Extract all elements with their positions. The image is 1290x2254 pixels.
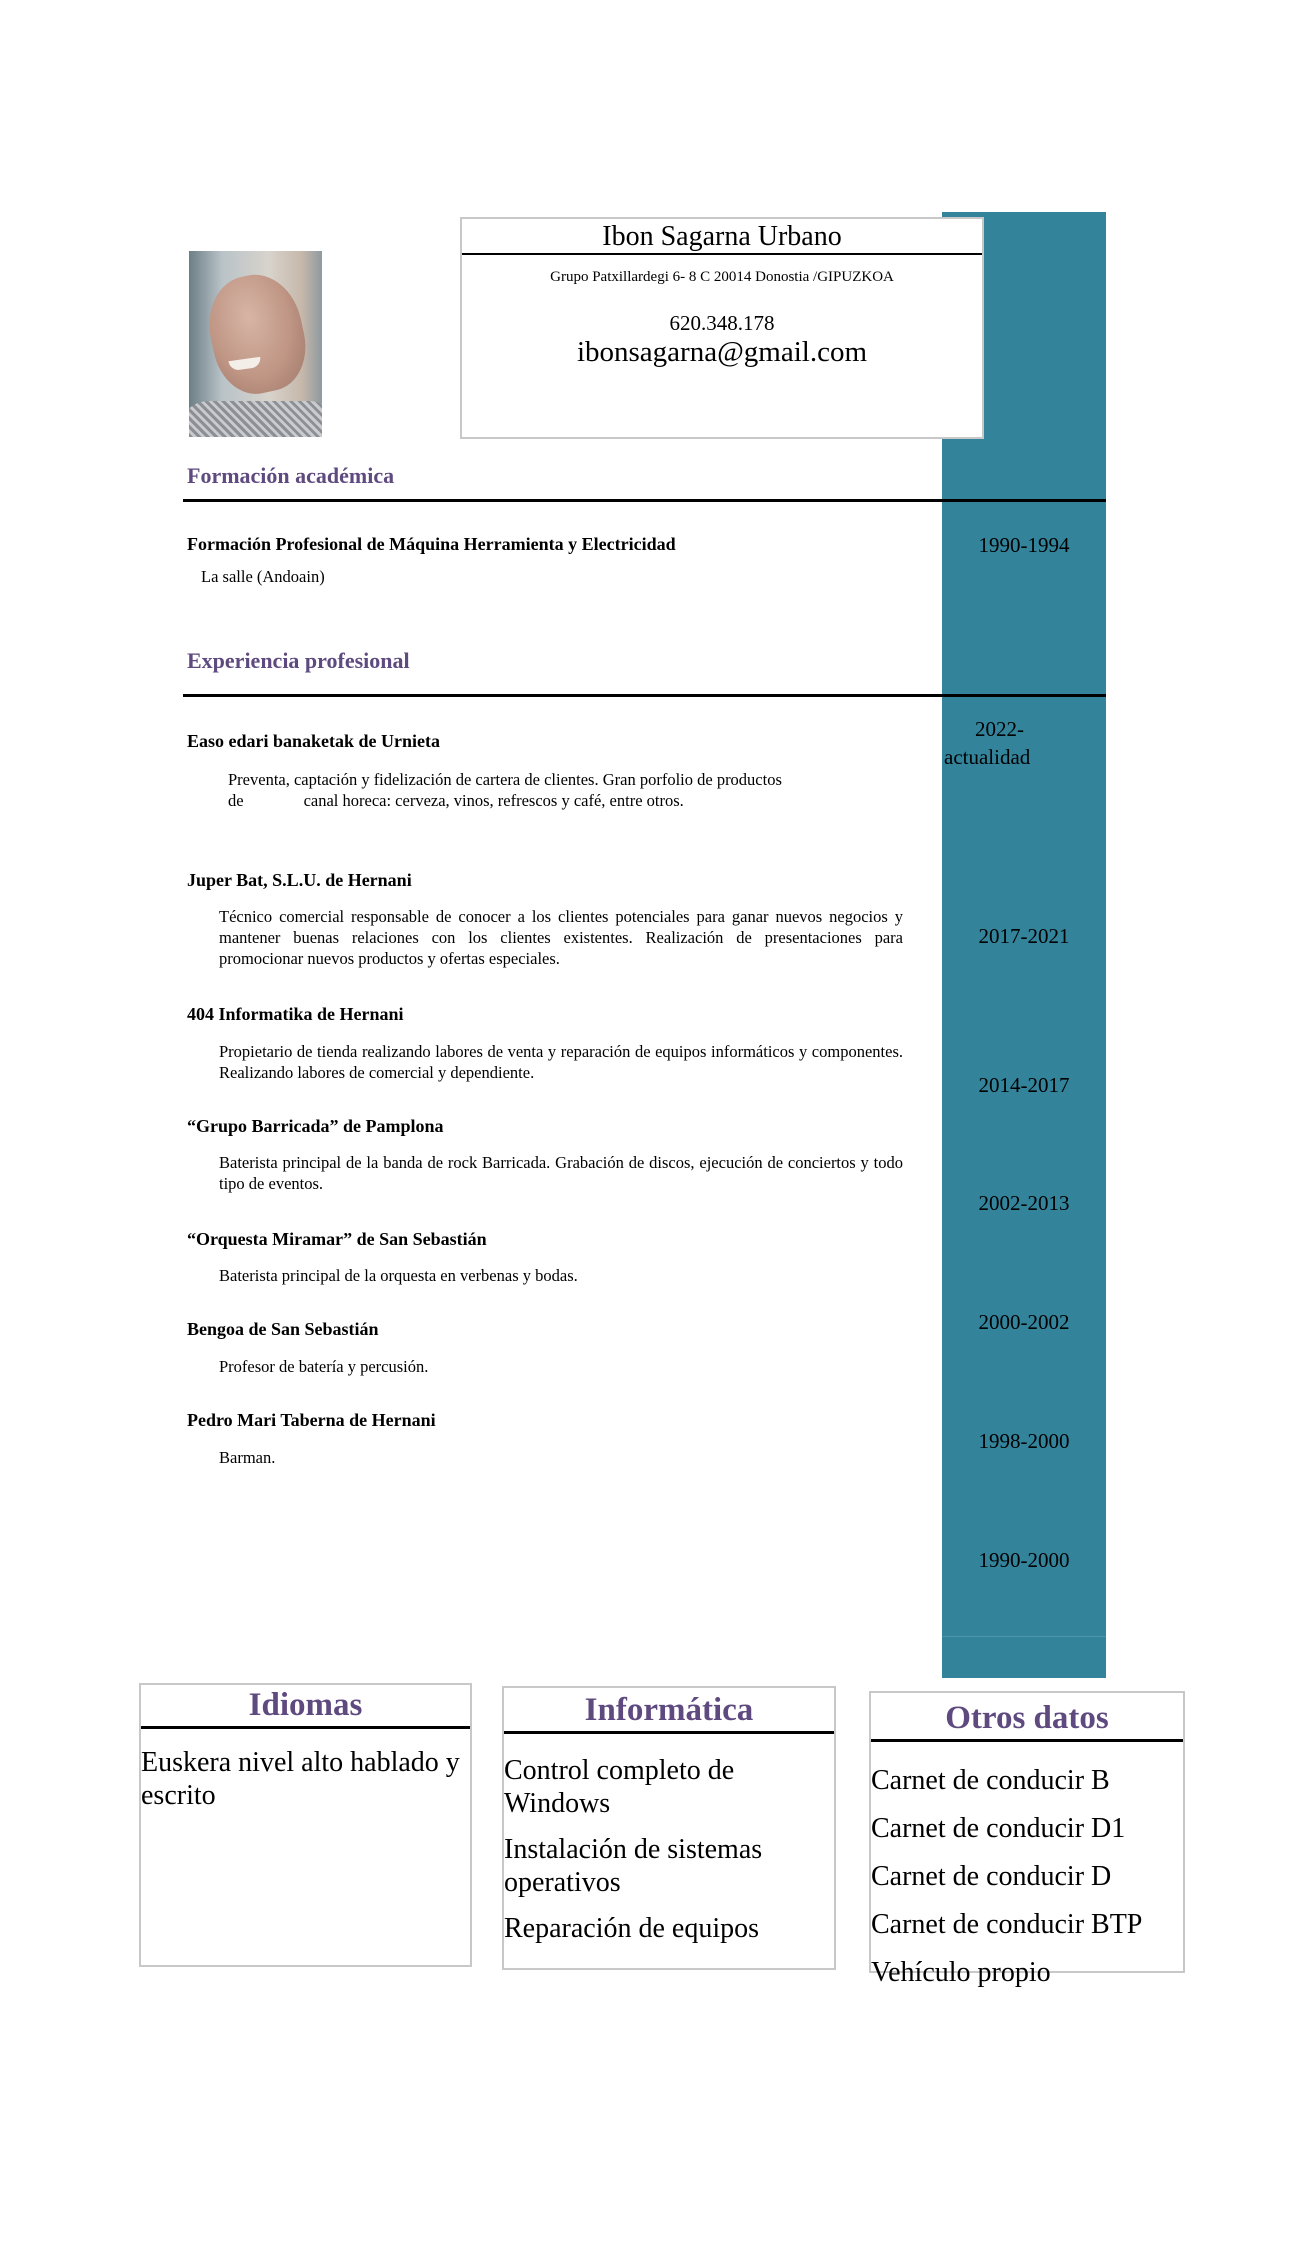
name-divider: [462, 253, 982, 255]
section-rule-experience: [183, 694, 1106, 697]
experience-item-title: “Orquesta Miramar” de San Sebastián: [187, 1229, 487, 1249]
other-info-item: Carnet de conducir BTP: [871, 1909, 1143, 1940]
dates-end: actualidad: [944, 745, 1031, 769]
languages-title: Idiomas: [248, 1687, 363, 1723]
photo-face: [200, 267, 315, 402]
section-title-education: Formación académica: [187, 463, 395, 488]
dates-start: 2022-: [975, 717, 1024, 741]
experience-item-dates: 2000-2002: [978, 1310, 1070, 1334]
experience-item-desc: Técnico comercial responsable de conocer a los clientes potenciales para ganar nuevos negocios y mantener buenas relaciones con los clientes existentes. Realización de presentaciones para promocionar nuevos productos y ofertas especiales.: [219, 907, 903, 968]
experience-item-dates: 2002-2013: [978, 1191, 1070, 1215]
candidate-name: Ibon Sagarna Urbano: [602, 221, 842, 252]
languages-list: [141, 1746, 470, 1812]
experience-item-dates: 1990-2000: [978, 1548, 1070, 1572]
experience-item-desc: Baterista principal de la banda de rock Barricada. Grabación de discos, ejecución de conciertos y todo tipo de eventos.: [219, 1153, 903, 1193]
experience-item-title: Easo edari banaketak de Urnieta: [187, 731, 441, 751]
experience-desc-line: Preventa, captación y fidelización de cartera de clientes. Gran porfolio de productos: [228, 770, 782, 789]
other-info-rule: [871, 1739, 1183, 1742]
profile-photo: [189, 251, 322, 437]
languages-item: Euskera nivel alto hablado y escrito: [141, 1747, 460, 1811]
languages-rule: [141, 1726, 470, 1729]
education-item-title: Formación Profesional de Máquina Herramienta y Electricidad: [187, 534, 676, 554]
experience-item-dates: 2017-2021: [978, 924, 1070, 948]
experience-item-desc: Profesor de batería y percusión.: [219, 1357, 429, 1376]
other-info-item: Carnet de conducir B: [871, 1765, 1110, 1796]
experience-item-title: 404 Informatika de Hernani: [187, 1004, 404, 1024]
desc-fragment: de: [228, 791, 244, 810]
other-info-title: Otros datos: [945, 1700, 1109, 1736]
other-info-item: Carnet de conducir D: [871, 1861, 1112, 1892]
it-skills-item: Control completo de Windows: [504, 1755, 735, 1819]
other-info-list: [871, 1764, 1183, 1989]
experience-item-title: “Grupo Barricada” de Pamplona: [187, 1116, 444, 1136]
photo-shirt: [189, 401, 322, 437]
it-skills-rule: [504, 1731, 834, 1734]
email-address: ibonsagarna@gmail.com: [576, 336, 868, 368]
desc-fragment: canal horeca: cerveza, vinos, refrescos y café, entre otros.: [303, 791, 684, 810]
experience-item-dates: 1998-2000: [978, 1429, 1070, 1453]
experience-item-title: Bengoa de San Sebastián: [187, 1319, 379, 1339]
other-info-item: Carnet de conducir D1: [871, 1813, 1126, 1844]
experience-item-title: Pedro Mari Taberna de Hernani: [187, 1410, 436, 1430]
experience-item-dates: [942, 715, 1106, 771]
phone-number: 620.348.178: [669, 311, 775, 335]
other-info-box: [869, 1691, 1185, 1988]
sidebar-divider: [942, 1636, 1106, 1637]
it-skills-list: [504, 1754, 834, 1945]
section-rule-education: [183, 499, 1106, 502]
languages-box: [139, 1683, 472, 1967]
contact-header: [460, 217, 984, 439]
experience-desc-line: [228, 790, 903, 811]
address: Grupo Patxillardegi 6- 8 C 20014 Donostia /GIPUZKOA: [550, 269, 894, 285]
it-skills-title: Informática: [584, 1692, 754, 1728]
it-skills-item: Instalación de sistemas operativos: [504, 1834, 763, 1898]
experience-item-desc: Baterista principal de la orquesta en verbenas y bodas.: [219, 1266, 578, 1285]
education-item-place: La salle (Andoain): [201, 567, 325, 586]
education-item-dates: 1990-1994: [978, 533, 1070, 557]
other-info-item: Vehículo propio: [871, 1957, 1051, 1988]
experience-item-desc: Propietario de tienda realizando labores de venta y reparación de equipos informáticos y componentes. Realizando labores de comercial y dependiente.: [219, 1042, 903, 1082]
experience-item-dates: 2014-2017: [978, 1073, 1070, 1097]
it-skills-item: Reparación de equipos: [504, 1913, 760, 1944]
it-skills-box: [502, 1686, 836, 1970]
experience-item-title: Juper Bat, S.L.U. de Hernani: [187, 870, 412, 890]
section-title-experience: Experiencia profesional: [187, 648, 410, 673]
experience-item-desc: [228, 769, 903, 811]
experience-item-desc: Barman.: [219, 1448, 276, 1467]
